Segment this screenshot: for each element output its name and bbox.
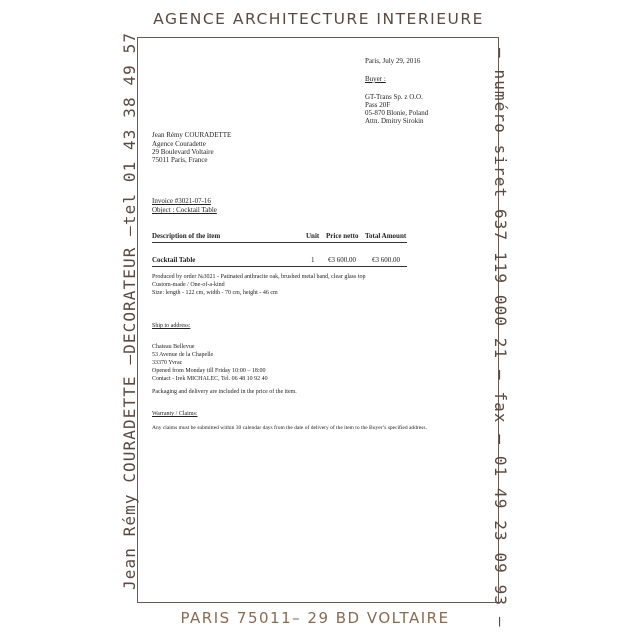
shipping-label: Ship to address: [152, 323, 191, 329]
letterhead-bottom: PARIS 75011– 29 BD VOLTAIRE [180, 609, 450, 627]
col-price: Price netto [326, 232, 359, 240]
shipping-line: Opened from Monday till Friday 10:00 – 18:00 [152, 368, 266, 374]
sender-line: 29 Boulevard Voltaire [152, 148, 214, 156]
letterhead-left: Jean Rémy COURADETTE –DECORATEUR –tel 01 43 38 49 57 [120, 31, 139, 590]
invoice-number: Invoice #3021-07-16 [152, 197, 211, 205]
buyer-line: GT-Trans Sp. z O.O. [365, 93, 423, 101]
shipping-line: Chateau Bellevue [152, 344, 195, 350]
shipping-line: 53 Avenue de la Chapelle [152, 352, 214, 358]
shipping-note: Packaging and delivery are included in the price of the item. [152, 389, 297, 395]
letterhead-right: – numéro siret 637 119 000 21 – fax – 01 49 23 09 93 – [491, 48, 510, 628]
buyer-label: Buyer : [365, 75, 386, 83]
table-rule [152, 242, 407, 243]
buyer-line: Pass 20F [365, 101, 391, 109]
invoice-object: Object : Cocktail Table [152, 206, 217, 214]
col-total: Total Amount [365, 232, 407, 240]
buyer-line: 05-870 Blonie, Poland [365, 109, 429, 117]
table-rule [152, 266, 407, 267]
invoice-date: Paris, July 29, 2016 [365, 57, 421, 65]
col-unit: Unit [306, 232, 320, 240]
row-price: €3 600.00 [328, 256, 356, 264]
row-total: €3 600.00 [372, 256, 400, 264]
row-description: Cocktail Table [152, 256, 196, 264]
detail-line: Size: length - 122 cm, width - 70 cm, height - 46 cm [152, 290, 278, 296]
detail-line: Custom-made / One-of-a-kind [152, 282, 225, 288]
col-description: Description of the item [152, 232, 221, 240]
shipping-line: Contact - Irek MICHALEC, Tel. 06 48 10 92 40 [152, 376, 268, 382]
sender-line: 75011 Paris, France [152, 156, 208, 164]
letterhead-top: AGENCE ARCHITECTURE INTERIEURE [153, 10, 484, 28]
shipping-line: 33370 Yvrac [152, 360, 183, 366]
row-unit: 1 [311, 256, 315, 264]
sender-line: Agence Couradette [152, 140, 206, 148]
buyer-line: Attn. Dmitry Sirokin [365, 117, 424, 125]
sender-line: Jean Rémy COURADETTE [152, 131, 232, 139]
warranty-label: Warranty / Claims: [152, 411, 198, 417]
document-frame [137, 37, 499, 603]
detail-line: Produced by order №3021 - Patinated anthracite oak, brushed metal band, clear glass top [152, 274, 366, 280]
warranty-text: Any claims must be submitted within 30 calendar days from the date of delivery of the item to the Buyer’s specified address. [152, 425, 427, 431]
